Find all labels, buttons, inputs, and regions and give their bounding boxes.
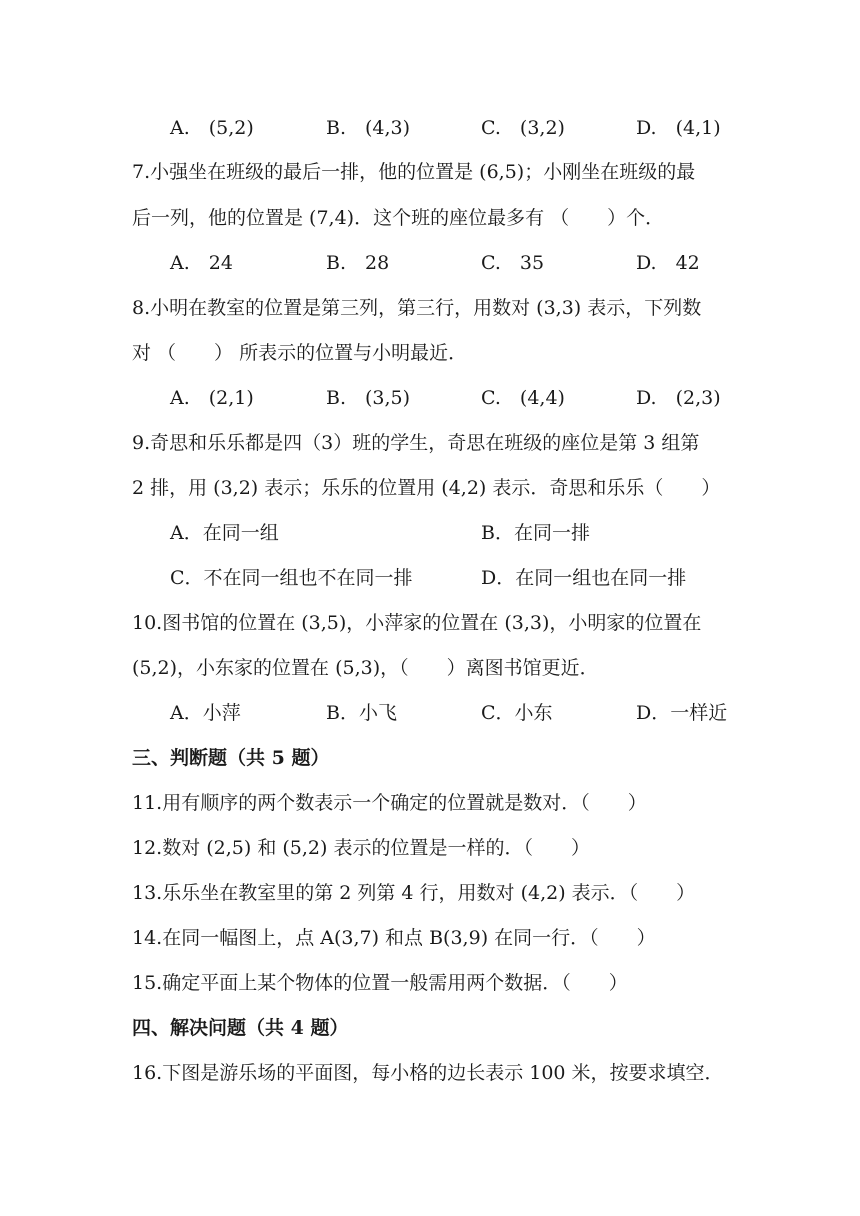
q9-line-1: 9.奇思和乐乐都是四（3）班的学生，奇思在班级的座位是第 3 组第 <box>132 432 700 454</box>
q9-option-a: A．在同一组 <box>170 522 279 544</box>
q9-option-c: C．不在同一组也不在同一排 <box>170 567 413 589</box>
q6-option-b: B. (4,3) <box>326 117 411 139</box>
q7-option-a: A. 24 <box>170 252 233 274</box>
q14-text: 14.在同一幅图上，点 A(3,7) 和点 B(3,9) 在同一行．（ ） <box>132 927 656 949</box>
q9-option-b: B．在同一排 <box>481 522 590 544</box>
q15-text: 15.确定平面上某个物体的位置一般需用两个数据．（ ） <box>132 972 628 994</box>
q10-line-1: 10.图书馆的位置在 (3,5)，小萍家的位置在 (3,3)，小明家的位置在 <box>132 612 702 634</box>
q7-option-d: D. 42 <box>636 252 700 274</box>
q8-option-b: B. (3,5) <box>326 387 411 409</box>
q8-line-2: 对 （ ） 所表示的位置与小明最近． <box>132 342 468 364</box>
q7-line-1: 7.小强坐在班级的最后一排，他的位置是 (6,5)；小刚坐在班级的最 <box>132 161 696 183</box>
q8-option-a: A. (2,1) <box>170 387 254 409</box>
q7-option-c: C. 35 <box>481 252 545 274</box>
section-4-heading: 四、解决问题（共 4 题） <box>132 1017 349 1039</box>
q8-line-1: 8.小明在教室的位置是第三列，第三行，用数对 (3,3) 表示，下列数 <box>132 297 702 319</box>
q10-option-b: B．小飞 <box>326 702 397 724</box>
q8-option-c: C. (4,4) <box>481 387 565 409</box>
q6-option-d: D. (4,1) <box>636 117 721 139</box>
q13-text: 13.乐乐坐在教室里的第 2 列第 4 行，用数对 (4,2) 表示．（ ） <box>132 882 696 904</box>
q7-option-b: B. 28 <box>326 252 390 274</box>
q10-option-a: A．小萍 <box>170 702 241 724</box>
q8-option-d: D. (2,3) <box>636 387 721 409</box>
section-3-heading: 三、判断题（共 5 题） <box>132 747 330 769</box>
q10-option-d: D．一样近 <box>636 702 728 724</box>
q10-option-c: C．小东 <box>481 702 553 724</box>
q10-line-2: (5,2)，小东家的位置在 (5,3)，（ ）离图书馆更近． <box>132 657 599 679</box>
q6-option-a: A. (5,2) <box>170 117 254 139</box>
q7-line-2: 后一列，他的位置是 (7,4)．这个班的座位最多有 （ ）个． <box>132 207 665 229</box>
q16-text: 16.下图是游乐场的平面图，每小格的边长表示 100 米，按要求填空． <box>132 1062 724 1084</box>
q6-option-c: C. (3,2) <box>481 117 565 139</box>
q9-option-d: D．在同一组也在同一排 <box>481 567 687 589</box>
q11-text: 11.用有顺序的两个数表示一个确定的位置就是数对．（ ） <box>132 792 647 814</box>
q9-line-2: 2 排，用 (3,2) 表示；乐乐的位置用 (4,2) 表示．奇思和乐乐（ ） <box>132 477 721 499</box>
q12-text: 12.数对 (2,5) 和 (5,2) 表示的位置是一样的．（ ） <box>132 837 590 859</box>
